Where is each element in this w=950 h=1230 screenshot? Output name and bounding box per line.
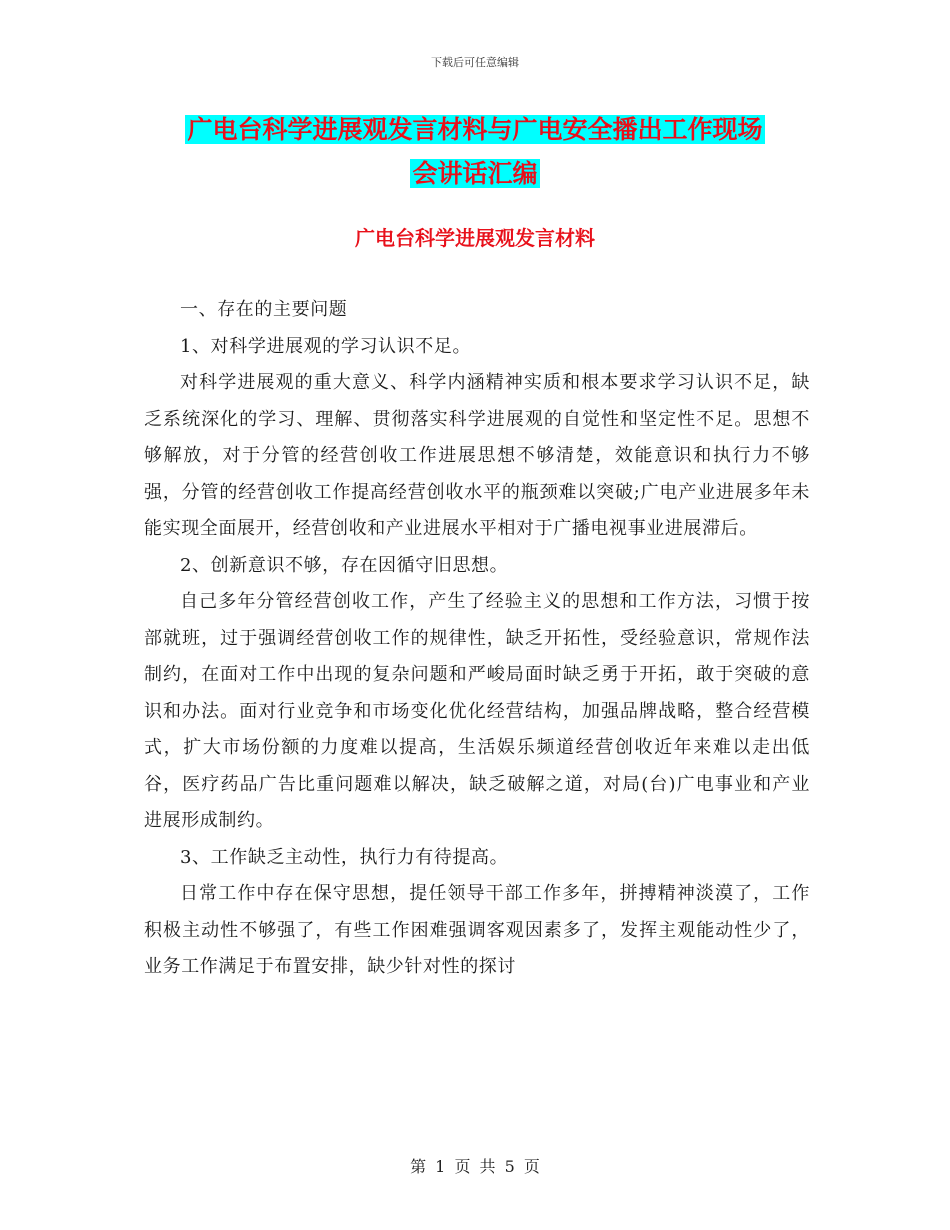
header-note: 下载后可任意编辑 [431,56,519,69]
subheading-2: 2、创新意识不够，存在因循守旧思想。 [180,554,509,576]
section-title: 广电台科学进展观发言材料 [355,226,595,250]
document-body [144,292,810,986]
subheading-1: 1、对科学进展观的学习认识不足。 [180,335,472,357]
paragraph: 自己多年分管经营创收工作，产生了经验主义的思想和工作方法，习惯于按部就班，过于强调经营创收工作的规律性，缺乏开拓性，受经验意识，常规作法制约，在面对工作中出现的复杂问题和严峻局面时缺乏勇于开拓，敢于突破的意识和办法。面对行业竞争和市场变化优化经营结构，加强品牌战略，整合经营模式，扩大市场份额的力度难以提高，生活娱乐频道经营创收近年来难以走出低谷，医疗药品广告比重问题难以解决，缺乏破解之道，对局(台)广电事业和产业进展形成制约。 [144,591,810,831]
paragraph: 对科学进展观的重大意义、科学内涵精神实质和根本要求学习认识不足，缺乏系统深化的学习、理解、贯彻落实科学进展观的自觉性和坚定性不足。思想不够解放，对于分管的经营创收工作进展思想不够清楚，效能意识和执行力不够强，分管的经营创收工作提高经营创收水平的瓶颈难以突破;广电产业进展多年未能实现全面展开，经营创收和产业进展水平相对于广播电视事业进展滞后。 [144,372,810,539]
page-number: 第 1 页 共 5 页 [410,1157,540,1176]
document-title-line-2: 会讲话汇编 [412,159,538,188]
heading-main-problems: 一、存在的主要问题 [180,299,348,320]
paragraph: 日常工作中存在保守思想，提任领导干部工作多年，拼搏精神淡漠了，工作积极主动性不够强了，有些工作困难强调客观因素多了，发挥主观能动性少了，业务工作满足于布置安排，缺少针对性的探讨 [144,883,810,977]
document-title-line-1: 广电台科学进展观发言材料与广电安全播出工作现场 [187,115,763,144]
subheading-3: 3、工作缺乏主动性，执行力有待提高。 [180,846,509,868]
